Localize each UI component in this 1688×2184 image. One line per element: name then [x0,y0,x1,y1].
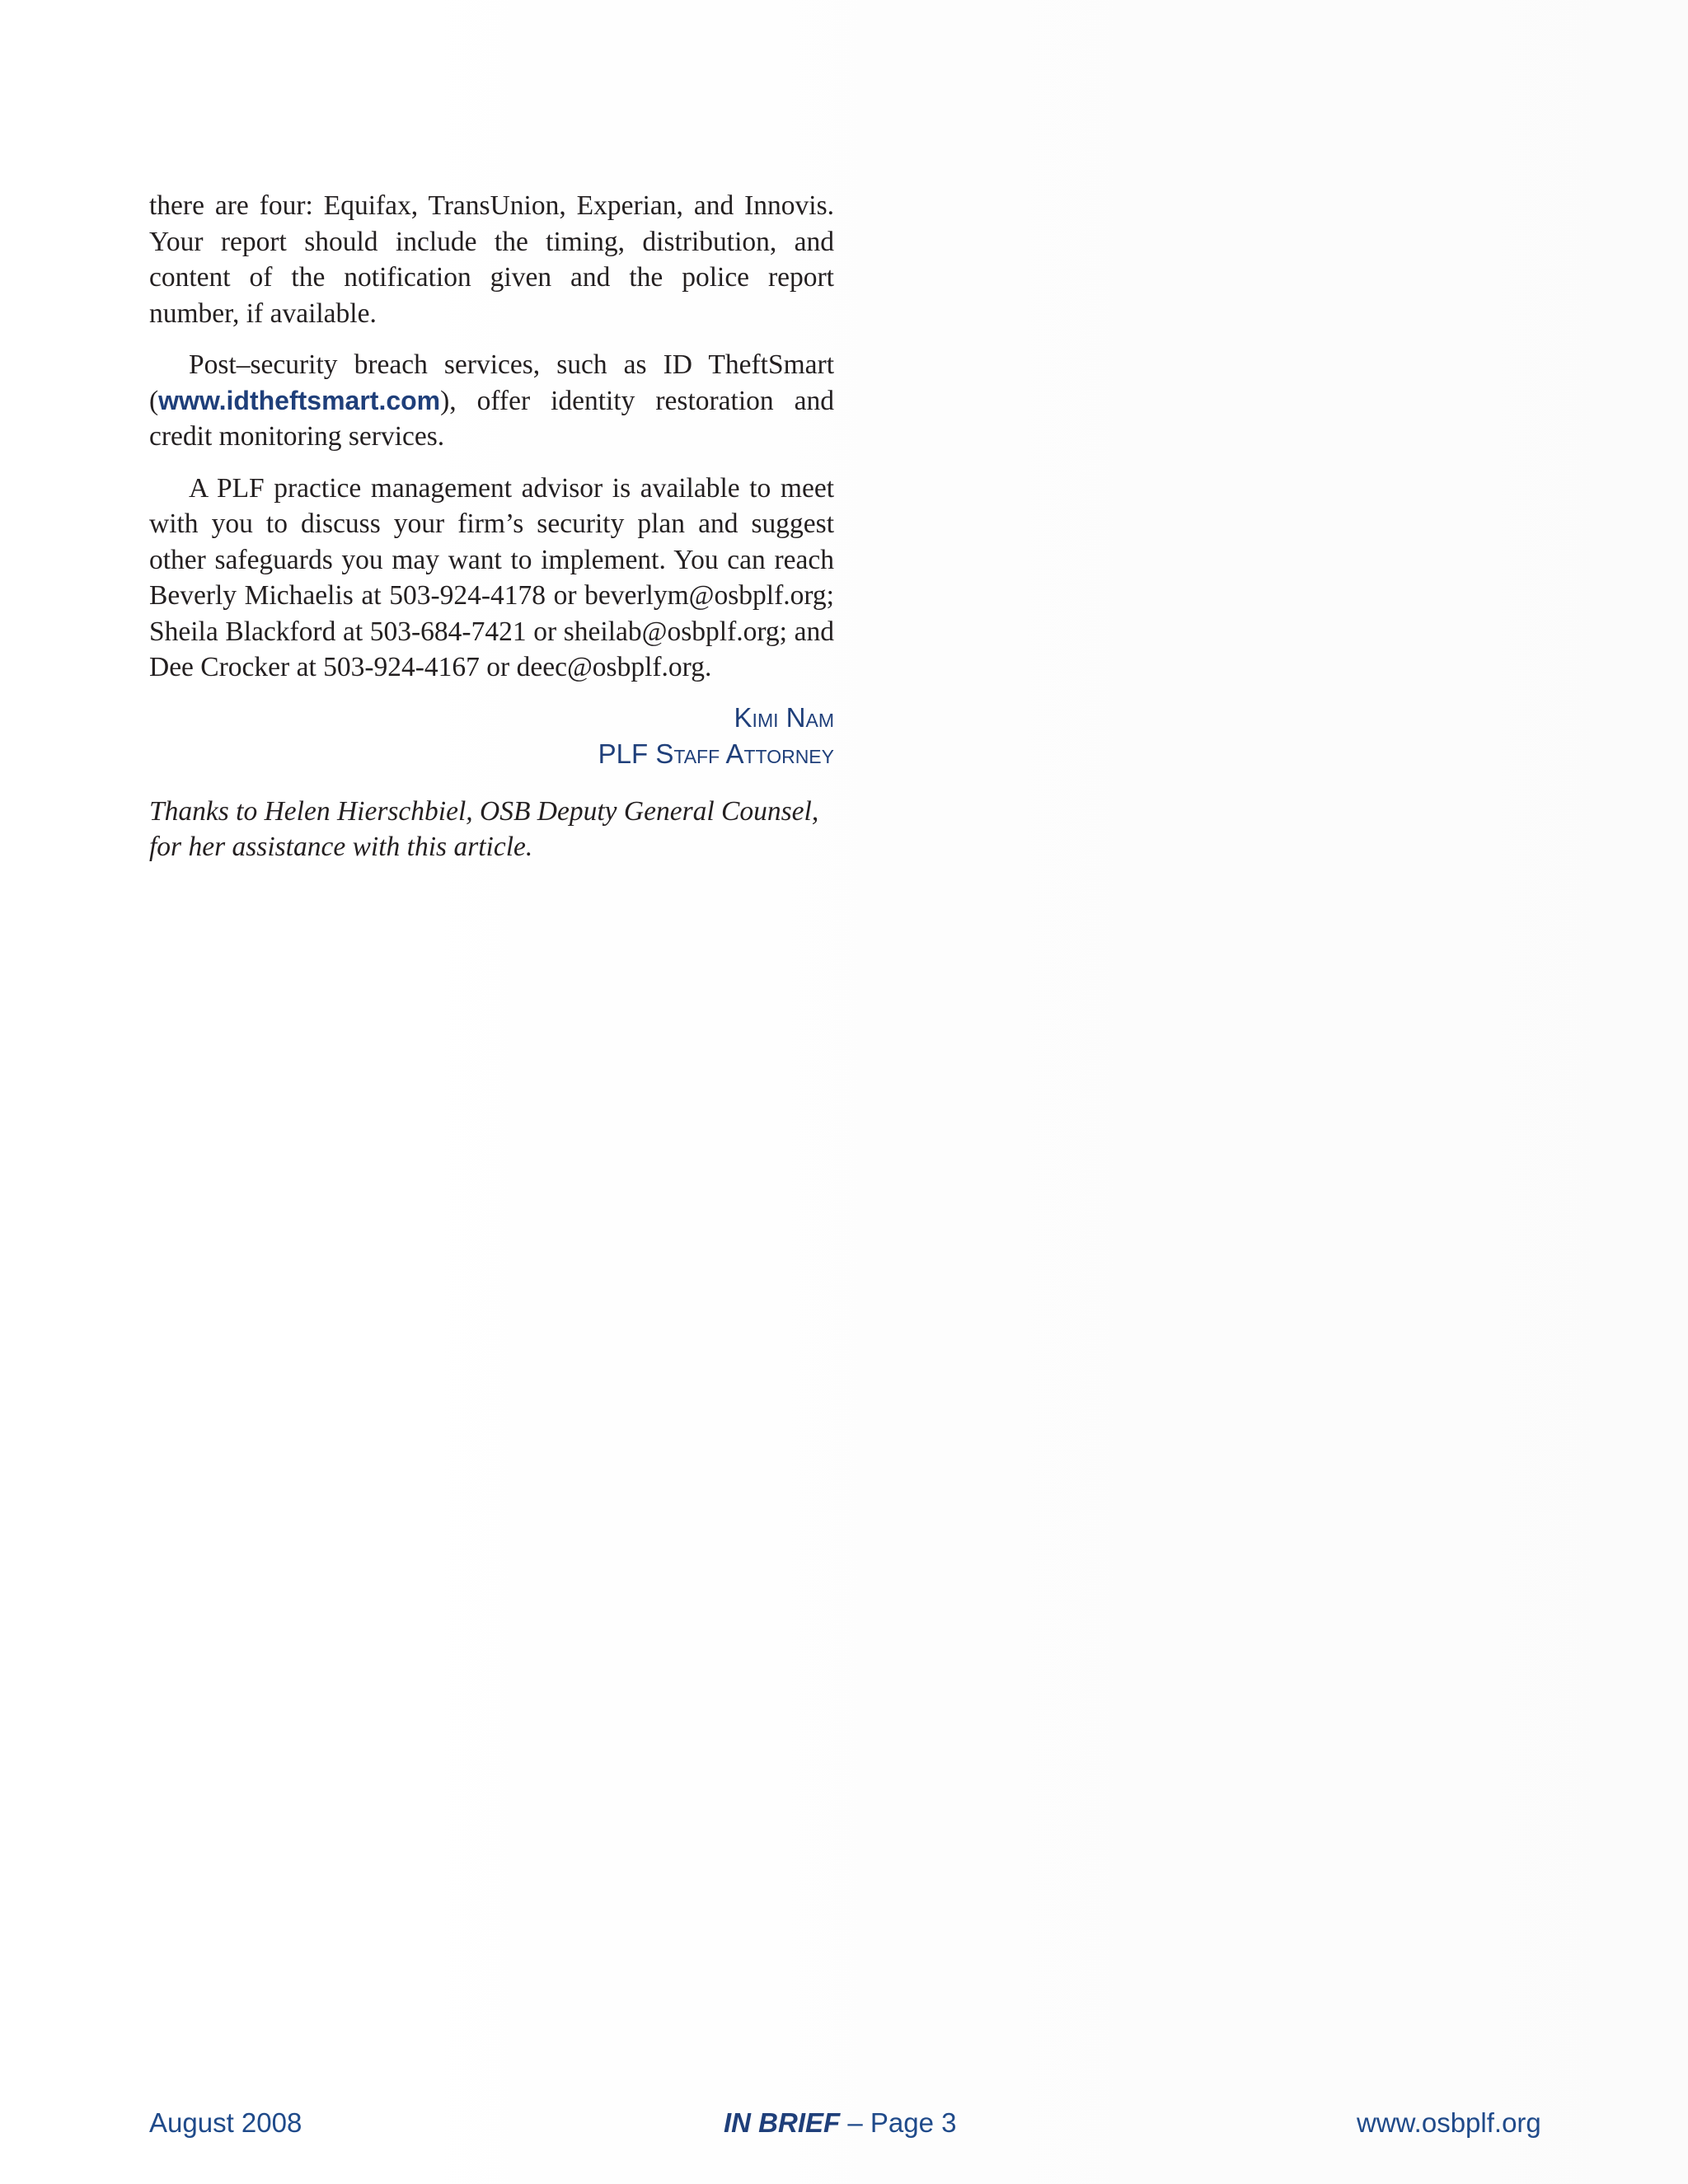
paragraph-breach-services-text-end: ), offer identity restoration and credit monitoring services. [149,385,834,452]
paragraph-breach-services [149,347,834,455]
footer-website-link[interactable]: www.osbplf.org [1357,2107,1541,2138]
article-column [149,188,834,865]
paragraph-breach-services-text: Post–security breach services, such as ID TheftSmart ( [149,349,834,416]
page-number: – Page 3 [840,2107,957,2138]
footer-page-label [724,2107,956,2139]
author-name: Kimi Nam [734,701,834,733]
footer-date: August 2008 [149,2107,302,2138]
paragraph-advisor-contacts: A PLF practice management advisor is available to meet with you to discuss your firm’s security plan and suggest other safeguards you may want to implement. You can reach Beverly Michaelis at 503-924-4178 or beverlym@osbplf.org; Sheila Blackford at 503-684-7421 or sheilab@osbplf.org; and Dee Crocker at 503-924-4167 or deec@osbplf.org. [149,472,834,682]
author-title: PLF Staff Attorney [598,738,834,769]
idtheftsmart-link[interactable]: www.idtheftsmart.com [158,385,441,415]
author-signature [149,700,834,772]
publication-name: IN BRIEF [724,2107,841,2138]
acknowledgement: Thanks to Helen Hierschbiel, OSB Deputy General Counsel, for her assistance with this article. [149,795,819,862]
paragraph-credit-agencies: there are four: Equifax, TransUnion, Experian, and Innovis. Your report should include the timing, distribution, and content of the notification given and the police report number, if available. [149,190,834,329]
